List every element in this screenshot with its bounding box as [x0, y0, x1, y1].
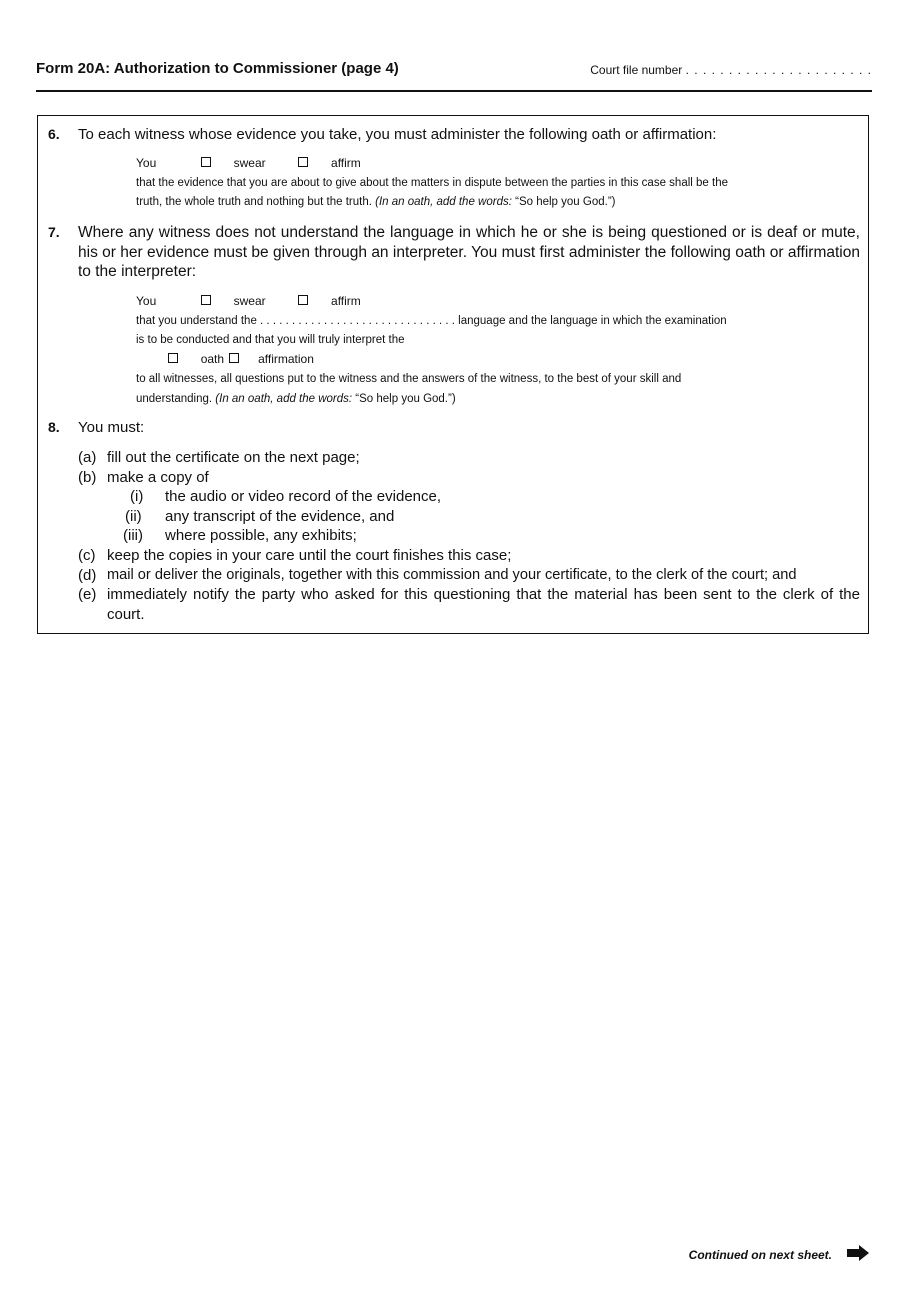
court-file-number: [590, 63, 872, 77]
item-7-text: Where any witness does not understand the language in which he or she is being questioned or is deaf or mute, his or her evidence must be given through an interpreter. You must first administer the following oath or affirmation to the interpreter:: [78, 224, 860, 281]
item-7-oath-line-4: to all witnesses, all questions put to the witness and the answers of the witness, to the best of your skill and: [136, 373, 682, 385]
oath-line-1-end: language and the language in which the examination: [458, 315, 727, 327]
item-6-number: 6.: [48, 126, 60, 142]
item-7-number: 7.: [48, 224, 60, 240]
list-numeral: (i): [130, 488, 144, 505]
list-letter: (c): [78, 547, 96, 564]
court-file-dots: . . . . . . . . . . . . . . . . . . . . . .: [685, 63, 872, 77]
item-6-oath-line-1: that the evidence that you are about to give about the matters in dispute between the parties in this case shall be the: [136, 177, 728, 189]
continued-note: Continued on next sheet.: [688, 1248, 832, 1262]
affirmation-checkbox[interactable]: [229, 353, 239, 363]
list-letter: (e): [78, 586, 97, 603]
list-text: the audio or video record of the evidence,: [165, 488, 442, 505]
oath-line-5-italic: (In an oath, add the words:: [215, 393, 353, 405]
swear-checkbox[interactable]: [201, 295, 211, 305]
item-7-oath-line-2: is to be conducted and that you will truly interpret the: [136, 334, 405, 346]
oath-line-5-plain: understanding.: [136, 393, 216, 405]
page-header: [36, 58, 872, 92]
court-file-label: Court file number: [590, 63, 683, 77]
item-7-oath-type-choice: [166, 350, 314, 370]
list-text: fill out the certificate on the next page;: [107, 449, 360, 466]
list-text: immediately notify the party who asked for this questioning that the material has been sent to the clerk of the court.: [107, 586, 860, 623]
right-arrow-icon: [846, 1244, 870, 1262]
affirm-label: affirm: [331, 156, 361, 170]
oath-line-2-end: “So help you God.”): [511, 196, 616, 208]
oath-line-5-end: “So help you God.”): [352, 393, 456, 405]
swear-label: swear: [233, 294, 266, 308]
list-text: where possible, any exhibits;: [165, 527, 357, 544]
oath-line-2-plain: truth, the whole truth and nothing but the truth.: [136, 196, 376, 208]
list-letter: (a): [78, 449, 97, 466]
oath-label: oath: [200, 352, 225, 366]
list-letter: (b): [78, 469, 97, 486]
list-text: make a copy of: [107, 469, 209, 486]
list-letter: (d): [78, 567, 97, 584]
swear-checkbox[interactable]: [201, 157, 211, 167]
item-7-oath-line-1: [136, 312, 727, 332]
language-blank[interactable]: . . . . . . . . . . . . . . . . . . . . . . . . . . . . . . .: [260, 315, 455, 327]
item-7-oath-choice: [136, 292, 361, 312]
list-item-e: [78, 585, 860, 624]
affirm-label: affirm: [331, 294, 361, 308]
list-text: any transcript of the evidence, and: [165, 508, 395, 525]
list-text: mail or deliver the originals, together with this commission and your certificate, to the clerk of the court; and: [107, 567, 797, 583]
list-text: keep the copies in your care until the court finishes this case;: [107, 547, 512, 564]
item-8-number: 8.: [48, 419, 60, 435]
list-numeral: (ii): [125, 508, 142, 525]
item-6-oath-line-2: [136, 193, 615, 213]
swear-label: swear: [233, 156, 266, 170]
item-6-oath-choice: [136, 154, 361, 174]
oath-checkbox[interactable]: [168, 353, 178, 363]
item-6-text: To each witness whose evidence you take, you must administer the following oath or affirmation:: [78, 126, 717, 143]
affirm-checkbox[interactable]: [298, 295, 308, 305]
instructions-box: [37, 115, 869, 634]
list-numeral: (iii): [123, 527, 143, 544]
item-7-oath-line-5: [136, 390, 456, 410]
you-label: You: [136, 156, 157, 170]
affirm-checkbox[interactable]: [298, 157, 308, 167]
form-title: Form 20A: Authorization to Commissioner (page 4): [36, 60, 399, 77]
item-8-text: You must:: [78, 419, 145, 436]
you-label: You: [136, 294, 157, 308]
affirmation-label: affirmation: [258, 352, 314, 366]
oath-line-1-start: that you understand the: [136, 315, 257, 327]
oath-line-2-italic: (In an oath, add the words:: [375, 196, 512, 208]
